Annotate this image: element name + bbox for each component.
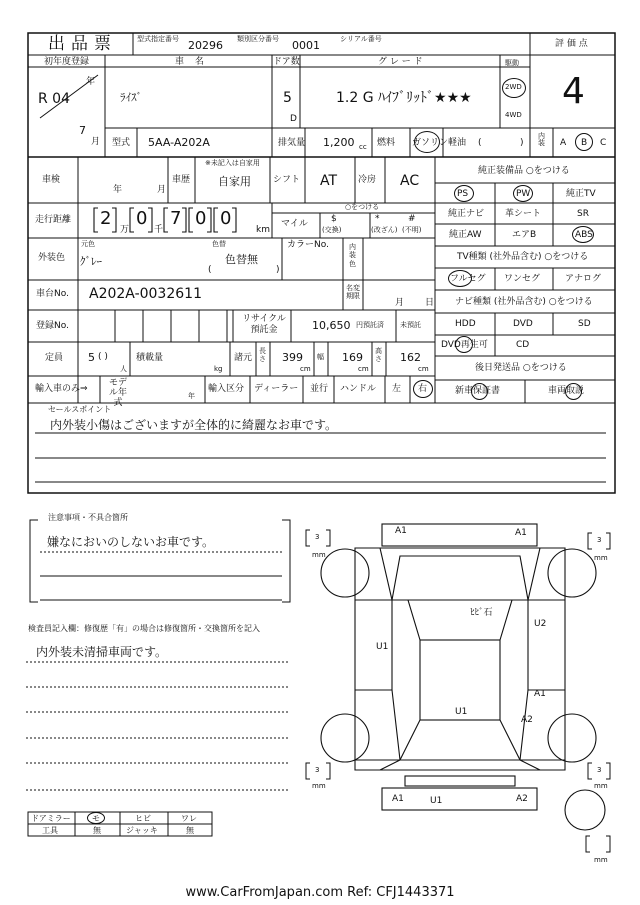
dollar-mark: $ bbox=[331, 214, 337, 224]
usage-label: 車歴 bbox=[172, 175, 191, 185]
circle-note: ○をつける bbox=[345, 203, 380, 211]
tv-type-label: TV種類 (社外品含む) ○をつける bbox=[457, 252, 589, 262]
serial-label: シリアル番号 bbox=[340, 35, 382, 43]
mile-option: マイル bbox=[281, 219, 308, 229]
handle-right-circle bbox=[413, 380, 433, 398]
hash-mark: # bbox=[408, 214, 416, 224]
model-label: 型式 bbox=[112, 138, 131, 148]
reg-no-label: 登録No. bbox=[36, 321, 69, 331]
model-year-unit: 年 bbox=[188, 392, 195, 400]
equip-ps-circle bbox=[454, 185, 474, 202]
tv-fullseg: フルセグ bbox=[450, 274, 486, 284]
equip-tv: 純正TV bbox=[566, 189, 596, 199]
notes-text: 嫌なにおいのしないお車です。 bbox=[47, 535, 215, 549]
shift-label: シフト bbox=[273, 175, 301, 185]
mileage-digit-1: 2 bbox=[100, 208, 112, 229]
cc-unit: cc bbox=[359, 143, 367, 151]
mileage-label: 走行距離 bbox=[35, 215, 72, 225]
shaken-year-unit: 年 bbox=[113, 185, 123, 195]
drive-label: 駆動 bbox=[505, 59, 519, 67]
displacement-value: 1,200 bbox=[323, 136, 355, 149]
tools-value: 無 bbox=[93, 826, 101, 835]
navi-cd: CD bbox=[516, 340, 530, 350]
tire-rl-mm: mm bbox=[312, 782, 326, 790]
repaint-paren-close: ) bbox=[276, 265, 280, 275]
orig-color-label: 元色 bbox=[81, 240, 95, 248]
first-reg-label: 初年度登録 bbox=[44, 57, 90, 67]
dmg-u1-rear: U1 bbox=[430, 796, 443, 806]
ac-value: AC bbox=[400, 173, 420, 189]
spare-mm: mm bbox=[594, 856, 608, 864]
man-unit: 万 bbox=[120, 225, 130, 235]
width-label: 幅 bbox=[317, 353, 324, 361]
month-unit: 月 bbox=[91, 137, 101, 147]
class-no-label: 類別区分番号 bbox=[237, 35, 279, 43]
equip-pw-circle bbox=[513, 185, 533, 202]
type-no-label: 型式指定番号 bbox=[137, 35, 179, 43]
fuel-paren-open: ( bbox=[478, 138, 482, 148]
navi-dvd-play-circle bbox=[455, 336, 473, 353]
namechange-day: 日 bbox=[425, 298, 435, 308]
fuel-gas-circle bbox=[414, 131, 440, 153]
color-label: 外装色 bbox=[38, 253, 66, 263]
recycle-done: 円預託済 bbox=[356, 321, 384, 329]
dealer-option: ディーラー bbox=[254, 384, 299, 394]
handle-left: 左 bbox=[392, 384, 402, 394]
mirror-circle bbox=[87, 812, 105, 824]
ship-manual: 車両取説 bbox=[548, 386, 585, 396]
doors-value: 5 bbox=[283, 90, 292, 106]
drive-4wd: 4WD bbox=[505, 111, 522, 119]
star-mark: * bbox=[375, 214, 380, 224]
model-value: 5AA-A202A bbox=[148, 136, 210, 149]
shaken-label: 車検 bbox=[42, 175, 61, 185]
dmg-a2-right: A2 bbox=[521, 715, 533, 725]
orig-color-value: ｸﾞﾚｰ bbox=[80, 255, 102, 268]
year-unit: 年 bbox=[86, 77, 96, 87]
tire-fr-value: 3 bbox=[597, 536, 602, 544]
tv-analog: アナログ bbox=[565, 274, 602, 284]
notes-label: 注意事項・不具合箇所 bbox=[48, 513, 128, 522]
interior-b: B bbox=[581, 138, 588, 148]
dmg-a2-rear: A2 bbox=[516, 794, 528, 804]
shaken-month-unit: 月 bbox=[157, 185, 167, 195]
equip-abs-circle bbox=[572, 226, 594, 243]
sen-unit: 千 bbox=[154, 225, 164, 235]
jack-label: ジャッキ bbox=[126, 826, 158, 835]
fuel-gas: ガソリン bbox=[412, 138, 449, 148]
tire-fl-mm: mm bbox=[312, 551, 326, 559]
length-label: 長さ bbox=[259, 347, 266, 363]
capacity-paren: ( ) bbox=[98, 352, 108, 362]
first-reg-month: 7 bbox=[79, 124, 86, 137]
tampered-option: (改ざん) bbox=[371, 226, 398, 234]
mileage-digit-4: 0 bbox=[195, 208, 207, 229]
chassis-label: 車台No. bbox=[36, 289, 69, 299]
tv-oneseg: ワンセグ bbox=[504, 274, 541, 284]
type-no-value: 20296 bbox=[188, 39, 223, 52]
sales-point-label: セールスポイント bbox=[48, 405, 112, 414]
inspector-text: 内外装未清掃車両です。 bbox=[36, 645, 168, 659]
dmg-windshield-chip: ﾋﾋﾞ石 bbox=[470, 608, 493, 618]
equip-airbag: エアB bbox=[512, 230, 537, 240]
tire-fr-mm: mm bbox=[594, 554, 608, 562]
class-no-value: 0001 bbox=[292, 39, 320, 52]
import-label: 輸入車のみ⇒ bbox=[35, 384, 88, 394]
footer-ref[interactable]: www.CarFromJapan.com Ref: CFJ1443371 bbox=[185, 885, 455, 900]
navi-sd: SD bbox=[578, 319, 591, 329]
unknown-option: (不明) bbox=[402, 226, 422, 234]
equip-sr: SR bbox=[577, 209, 589, 219]
ware-label: ワレ bbox=[181, 814, 197, 823]
height-label: 高さ bbox=[375, 347, 382, 363]
dmg-u1-left: U1 bbox=[376, 642, 389, 652]
score-label: 評 価 点 bbox=[555, 39, 588, 49]
displacement-label: 排気量 bbox=[278, 138, 306, 148]
height-unit: cm bbox=[418, 365, 429, 373]
navi-type-label: ナビ種類 (社外品含む) ○をつける bbox=[455, 297, 593, 307]
height-value: 162 bbox=[400, 351, 421, 364]
equip-ps: PS bbox=[457, 189, 469, 199]
dmg-u1-roof: U1 bbox=[455, 707, 468, 717]
equip-leather: 革シート bbox=[505, 209, 542, 219]
dmg-a1-right: A1 bbox=[534, 689, 546, 699]
load-label: 積載量 bbox=[136, 353, 164, 363]
usage-value: 自家用 bbox=[218, 175, 251, 188]
fuel-paren-close: ) bbox=[520, 138, 524, 148]
private-note: ※未記入は自家用 bbox=[205, 159, 260, 167]
tire-rr-value: 3 bbox=[597, 766, 602, 774]
tire-fl-value: 3 bbox=[315, 533, 320, 541]
dmg-a1-front-right: A1 bbox=[515, 528, 527, 538]
navi-dvd-play: DVD再生可 bbox=[441, 340, 488, 350]
import-div-label: 輸入区分 bbox=[208, 384, 245, 394]
interior-c: C bbox=[600, 138, 607, 148]
ship-warranty-circle bbox=[471, 383, 488, 400]
shift-value: AT bbox=[320, 173, 338, 189]
tv-fullseg-circle bbox=[448, 270, 472, 287]
drive-2wd: 2WD bbox=[505, 83, 522, 91]
equip-navi: 純正ナビ bbox=[448, 209, 485, 219]
tire-rl-value: 3 bbox=[315, 766, 320, 774]
namechange-label: 名変期限 bbox=[346, 284, 360, 301]
tire-rr-mm: mm bbox=[594, 782, 608, 790]
score-value: 4 bbox=[562, 71, 585, 112]
jack-value: 無 bbox=[186, 826, 194, 835]
namechange-month: 月 bbox=[395, 298, 405, 308]
dims-label: 諸元 bbox=[234, 353, 253, 363]
model-year-label: モデル年式 bbox=[108, 378, 127, 408]
mileage-digit-3: 7 bbox=[170, 208, 182, 229]
car-name-value: ﾗｲｽﾞ bbox=[120, 91, 142, 104]
car-diagram bbox=[321, 524, 605, 830]
handle-label: ハンドル bbox=[340, 384, 377, 394]
ac-label: 冷房 bbox=[358, 175, 377, 185]
car-name-label: 車 名 bbox=[175, 57, 208, 67]
exchange-option: (交換) bbox=[322, 226, 342, 234]
interior-b-circle bbox=[575, 133, 593, 151]
color-no-label: カラーNo. bbox=[287, 240, 329, 250]
tools-label: 工具 bbox=[42, 826, 58, 835]
recycle-not: 未預託 bbox=[400, 321, 421, 329]
repaint-label: 色替 bbox=[212, 240, 226, 248]
repaint-paren-open: ( bbox=[208, 265, 212, 275]
width-value: 169 bbox=[342, 351, 363, 364]
ship-manual-circle bbox=[565, 383, 582, 400]
int-color-label: 内装色 bbox=[349, 243, 356, 268]
form-title: 出品票 bbox=[48, 34, 117, 54]
person-unit: 人 bbox=[120, 365, 127, 373]
equip-abs: ABS bbox=[575, 230, 593, 240]
parallel-option: 並行 bbox=[310, 384, 329, 394]
dmg-a1-front-left: A1 bbox=[395, 526, 407, 536]
recycle-label: リサイクル預託金 bbox=[242, 314, 286, 336]
drive-2wd-circle bbox=[502, 78, 526, 98]
mileage-digit-5: 0 bbox=[220, 208, 232, 229]
navi-dvd: DVD bbox=[513, 319, 533, 329]
grade-value: 1.2 G ﾊｲﾌﾞﾘｯﾄﾞ★★★ bbox=[336, 90, 472, 106]
ship-warranty: 新車保証書 bbox=[455, 386, 501, 396]
sales-point-text: 内外装小傷はございますが全体的に綺麗なお車です。 bbox=[50, 418, 338, 432]
ship-label: 後日発送品 ○をつける bbox=[475, 363, 567, 373]
equip-aw: 純正AW bbox=[449, 230, 482, 240]
length-value: 399 bbox=[282, 351, 303, 364]
mileage-digit-2: 0 bbox=[136, 208, 148, 229]
first-reg-era: R 04 bbox=[38, 91, 70, 107]
fuel-label: 燃料 bbox=[377, 138, 396, 148]
mirror-label: ドアミラー bbox=[31, 814, 71, 823]
width-unit: cm bbox=[358, 365, 369, 373]
chassis-value: A202A-0032611 bbox=[89, 286, 202, 302]
dmg-u2-right: U2 bbox=[534, 619, 547, 629]
length-unit: cm bbox=[300, 365, 311, 373]
doors-label: ドア数 bbox=[273, 57, 300, 67]
mirror-value: モ bbox=[92, 814, 100, 823]
capacity-label: 定員 bbox=[45, 353, 64, 363]
fuel-diesel: 軽油 bbox=[448, 138, 467, 148]
recycle-value: 10,650 bbox=[312, 319, 351, 332]
hibi-label: ヒビ bbox=[135, 814, 151, 823]
km-unit: km bbox=[256, 225, 270, 235]
navi-hdd: HDD bbox=[455, 319, 476, 329]
door-type: D bbox=[290, 114, 297, 124]
equip-pw: PW bbox=[516, 189, 531, 199]
handle-right: 右 bbox=[418, 384, 428, 394]
grade-label: グ レ ー ド bbox=[378, 57, 423, 67]
interior-a: A bbox=[560, 138, 567, 148]
dmg-a1-rear: A1 bbox=[392, 794, 404, 804]
repaint-value: 色替無 bbox=[225, 253, 258, 266]
kg-unit: kg bbox=[214, 365, 223, 373]
interior-label: 内装 bbox=[538, 132, 545, 147]
std-equip-label: 純正装備品 ○をつける bbox=[478, 166, 570, 176]
capacity-value: 5 bbox=[88, 351, 95, 364]
inspector-label: 検査員記入欄：修復歴「有」の場合は修復箇所・交換箇所を記入 bbox=[28, 624, 260, 633]
